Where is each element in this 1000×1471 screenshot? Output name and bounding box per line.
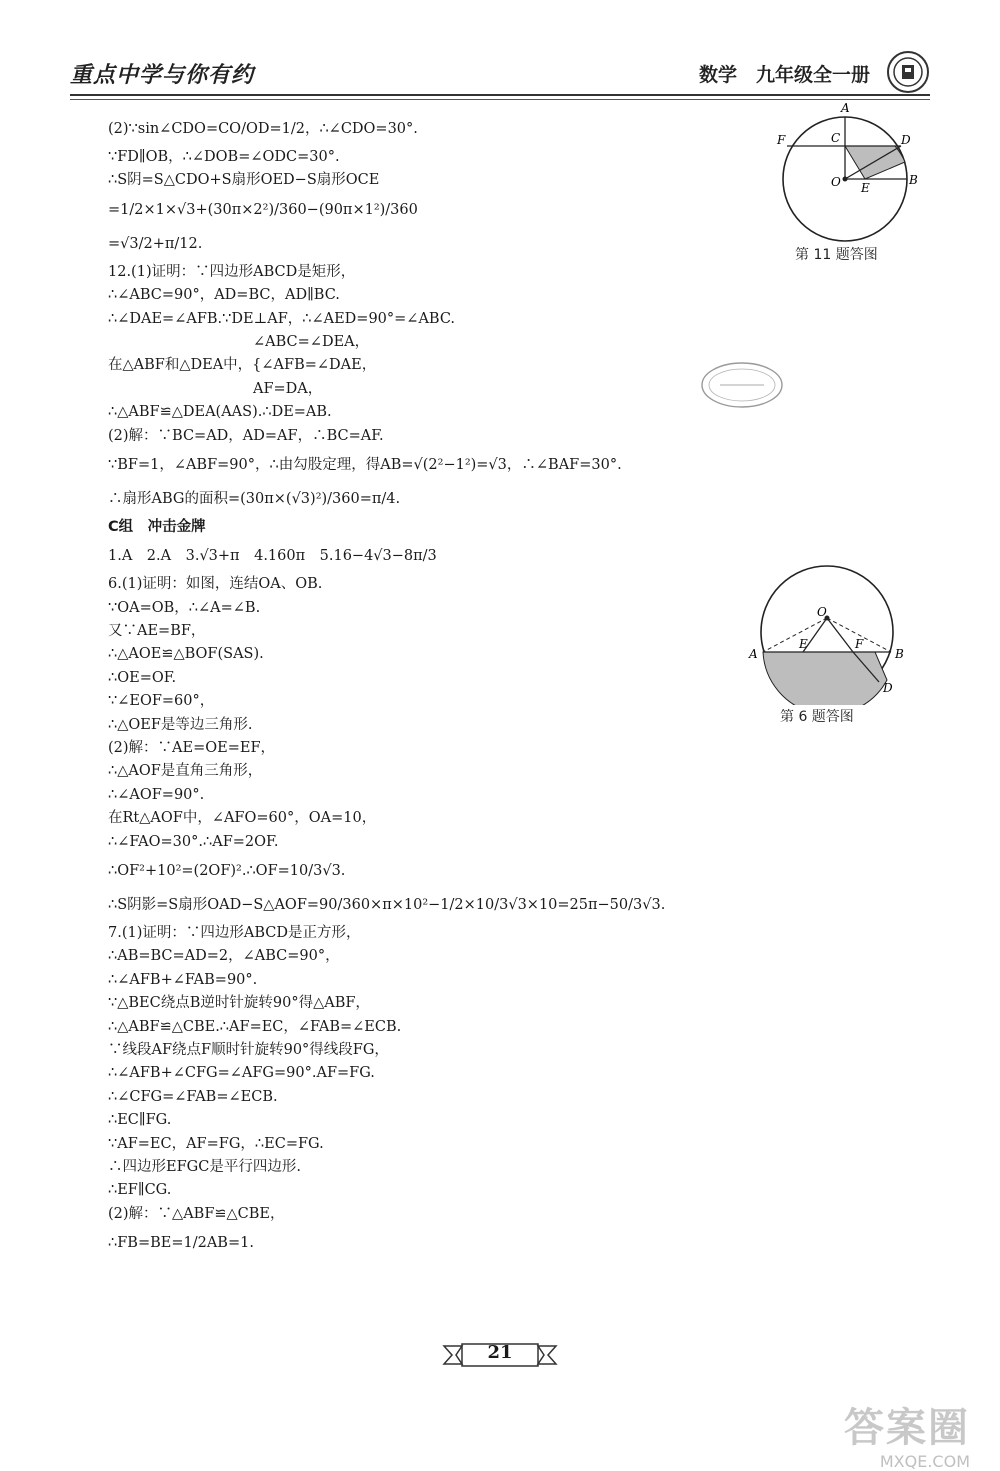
text-line: ∴扇形ABG的面积=(30π×(√3)²)/360=π/4. <box>108 490 401 507</box>
text-line: ∵线段AF绕点F顺时针旋转90°得线段FG， <box>108 1041 389 1058</box>
fig11-label-A: A <box>841 101 850 115</box>
text-line: (2)解：∵AE=OE=EF， <box>108 740 276 757</box>
figure-6-diagram <box>745 560 915 705</box>
figure-11-diagram <box>775 100 925 250</box>
fig6-label-O: O <box>817 605 827 619</box>
text-line: 在△ABF和△DEA中，{∠AFB=∠DAE， <box>108 357 377 374</box>
page-header <box>70 50 930 92</box>
book-brand: 重点中学与你有约 <box>70 63 255 88</box>
text-line: ∴∠DAE=∠AFB.∵DE⊥AF，∴∠AED=90°=∠ABC. <box>108 310 456 327</box>
text-line: ∴△ABF≌△DEA(AAS).∴DE=AB. <box>108 404 332 421</box>
site-watermark-url: MXQE.COM <box>879 1452 970 1471</box>
text-line: ∴AB=BC=AD=2，∠ABC=90°， <box>108 948 340 965</box>
solution-text <box>108 112 728 1260</box>
text-line: ∴FB=BE=1/2AB=1. <box>108 1235 254 1252</box>
fig6-label-B: B <box>895 647 904 661</box>
text-line: ∴∠CFG=∠FAB=∠ECB. <box>108 1088 278 1105</box>
section-heading: C组 冲击金牌 <box>108 518 206 535</box>
text-line: ∴∠ABC=90°，AD=BC，AD∥BC. <box>108 287 340 304</box>
text-line: ∴OE=OF. <box>108 669 177 686</box>
page-number-badge <box>440 1340 560 1370</box>
text-line: ∵△BEC绕点B逆时针旋转90°得△ABF， <box>108 995 370 1012</box>
text-line: ∴∠AOF=90°. <box>108 786 205 803</box>
text-line: ∴△AOF是直角三角形， <box>108 763 263 780</box>
text-line: ∴EC∥FG. <box>108 1112 172 1129</box>
text-line: ∵AF=EC，AF=FG，∴EC=FG. <box>108 1135 324 1152</box>
text-line: AF=DA， <box>108 380 323 397</box>
text-line: ∴∠AFB+∠FAB=90°. <box>108 971 258 988</box>
text-line: ∴∠AFB+∠CFG=∠AFG=90°.AF=FG. <box>108 1065 375 1082</box>
text-line: ∴△OEF是等边三角形. <box>108 716 253 733</box>
subject-grade: 数学 九年级全一册 <box>698 64 870 86</box>
page-number: 21 <box>487 1342 513 1363</box>
text-line: 12.(1)证明：∵四边形ABCD是矩形， <box>108 263 356 280</box>
site-watermark: 答案圈 <box>844 1405 970 1451</box>
fig11-label-C: C <box>831 131 841 145</box>
fig6-label-F: F <box>855 637 864 651</box>
figure-11-caption: 第 11 题答图 <box>795 247 878 263</box>
text-line: ∴EF∥CG. <box>108 1182 172 1199</box>
figure-6-caption: 第 6 题答图 <box>780 709 854 725</box>
fig11-point-O <box>843 177 848 182</box>
text-line: (2)解：∵BC=AD，AD=AF，∴BC=AF. <box>108 427 384 444</box>
text-line: ∴OF²+10²=(2OF)².∴OF=10/3√3. <box>108 862 346 879</box>
text-line: ∴S阴影=S扇形OAD−S△AOF=90/360×π×10²−1/2×10/3√3×10=25π−50/3√3. <box>108 896 666 913</box>
fig11-label-D: D <box>901 133 911 147</box>
header-rule <box>70 94 930 96</box>
fig6-label-A: A <box>749 647 758 661</box>
fig11-label-E: E <box>861 181 870 195</box>
text-line: 6.(1)证明：如图，连结OA、OB. <box>108 576 323 593</box>
inspection-stamp-icon <box>700 360 784 410</box>
fig6-shaded-segment <box>763 652 887 705</box>
text-line: =1/2×1×√3+(30π×2²)/360−(90π×1²)/360 <box>108 201 418 218</box>
text-line: 1.A 2.A 3.√3+π 4.160π 5.16−4√3−8π/3 <box>108 548 437 565</box>
fig6-line-OF <box>827 618 853 652</box>
text-line: ∴△ABF≌△CBE.∴AF=EC，∠FAB=∠ECB. <box>108 1018 402 1035</box>
fig11-label-O: O <box>831 175 841 189</box>
text-line: 在Rt△AOF中，∠AFO=60°，OA=10， <box>108 810 377 827</box>
text-line: (2)解：∵△ABF≌△CBE， <box>108 1205 285 1222</box>
text-line: 7.(1)证明：∵四边形ABCD是正方形， <box>108 924 361 941</box>
text-line: ∴∠FAO=30°.∴AF=2OF. <box>108 833 279 850</box>
text-line: ∴S阴=S△CDO+S扇形OED−S扇形OCE <box>108 172 380 189</box>
school-emblem-icon <box>886 50 930 94</box>
text-line: 又∵AE=BF， <box>108 623 206 640</box>
fig6-label-E: E <box>799 637 808 651</box>
text-line: ∠ABC=∠DEA， <box>108 333 370 350</box>
fig11-label-F: F <box>777 133 786 147</box>
text-line: ∵OA=OB，∴∠A=∠B. <box>108 599 261 616</box>
text-line: (2)∵sin∠CDO=CO/OD=1/2，∴∠CDO=30°. <box>108 121 418 137</box>
text-line: ∴四边形EFGC是平行四边形. <box>108 1158 301 1175</box>
text-line: ∵FD∥OB，∴∠DOB=∠ODC=30°. <box>108 149 340 165</box>
text-line: =√3/2+π/12. <box>108 235 203 252</box>
fig6-dashed-OA <box>763 618 827 652</box>
fig6-label-D: D <box>883 681 893 695</box>
text-line: ∵BF=1，∠ABF=90°，∴由勾股定理，得AB=√(2²−1²)=√3，∴∠BAF=30°. <box>108 456 622 473</box>
text-line: ∴△AOE≌△BOF(SAS). <box>108 646 264 663</box>
text-line: ∵∠EOF=60°， <box>108 693 215 710</box>
fig11-label-B: B <box>909 173 918 187</box>
